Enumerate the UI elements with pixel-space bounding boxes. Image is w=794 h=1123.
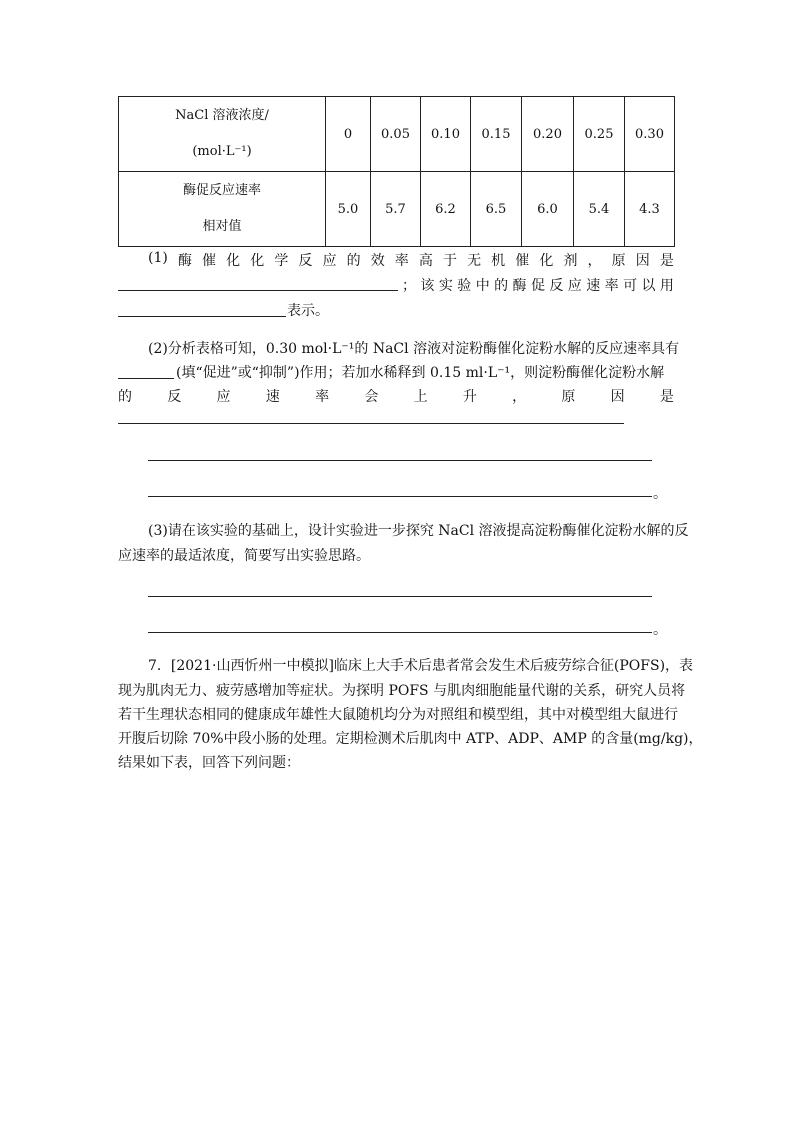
answer-blank[interactable] [148, 632, 652, 633]
header-unit: (mol·L⁻¹) [192, 144, 252, 159]
answer-blank[interactable] [148, 496, 652, 497]
header-text: 酶促反应速率 [182, 183, 261, 198]
table-cell: 0.10 [421, 97, 471, 172]
q2-line1: (2)分析表格可知，0.30 mol·L⁻¹的 NaCl 溶液对淀粉酶催化淀粉水解的反应速率具有 [148, 341, 680, 357]
q3-line2: 应速率的最适浓度，简要写出实验思路。 [118, 548, 370, 564]
answer-blank[interactable] [118, 290, 398, 291]
q7-line3: 若干生理状态相同的健康成年雄性大鼠随机均分为对照组和模型组，其中对模型组大鼠进行 [118, 707, 678, 723]
table-row [119, 97, 675, 172]
answer-blank[interactable] [148, 596, 652, 597]
end-mark: 。 [653, 486, 667, 502]
row-header [119, 97, 326, 172]
table-row [119, 172, 675, 247]
table-cell: 0.20 [522, 97, 574, 172]
table-cell: 6.2 [421, 172, 471, 247]
header-text: 相对值 [202, 219, 242, 234]
q7-line5: 结果如下表，回答下列问题： [118, 755, 300, 771]
table-cell: 5.4 [574, 172, 625, 247]
q7-line1: 7．[2021·山西忻州一中模拟]临床上大手术后患者常会发生术后疲劳综合征(POFS)，表 [148, 658, 694, 674]
q1-line2: ； 该 实 验 中 的 酶 促 反 应 速 率 可 以 用 [402, 278, 674, 294]
table-cell: 5.0 [326, 172, 371, 247]
row-header [119, 172, 326, 247]
data-table [118, 96, 675, 247]
q7-line4: 开腹后切除 70%中段小肠的处理。定期检测术后肌肉中 ATP、ADP、AMP 的含量(mg/kg)， [118, 731, 703, 747]
table-cell: 0 [326, 97, 371, 172]
end-mark: 。 [653, 622, 667, 638]
table-cell: 6.5 [471, 172, 522, 247]
q2-line3: 的 反 应 速 率 会 上 升 ， 原 因 是 [118, 389, 674, 405]
table-cell: 4.3 [625, 172, 675, 247]
table-cell: 0.25 [574, 97, 625, 172]
q1-line3-suffix: 表示。 [287, 303, 329, 319]
q7-line2: 现为肌肉无力、疲劳感增加等症状。为探明 POFS 与肌肉细胞能量代谢的关系，研究人员将 [118, 683, 686, 699]
answer-blank[interactable] [118, 316, 286, 317]
answer-blank[interactable] [118, 423, 624, 424]
q3-line1: (3)请在该实验的基础上，设计实验进一步探究 NaCl 溶液提高淀粉酶催化淀粉水解的反 [148, 523, 689, 539]
header-text: NaCl 溶液浓度/ [175, 108, 269, 123]
answer-blank[interactable] [118, 378, 174, 379]
q2-line2: (填“促进”或“抑制”)作用；若加水稀释到 0.15 ml·L⁻¹，则淀粉酶催化淀粉水解 [176, 365, 665, 381]
answer-blank[interactable] [148, 460, 652, 461]
table-cell: 6.0 [522, 172, 574, 247]
table-cell: 0.05 [371, 97, 421, 172]
table-cell: 5.7 [371, 172, 421, 247]
table-cell: 0.30 [625, 97, 675, 172]
q1-line1: (1) 酶 催 化 化 学 反 应 的 效 率 高 于 无 机 催 化 剂 ， 原 因 是 [148, 250, 674, 269]
table-cell: 0.15 [471, 97, 522, 172]
